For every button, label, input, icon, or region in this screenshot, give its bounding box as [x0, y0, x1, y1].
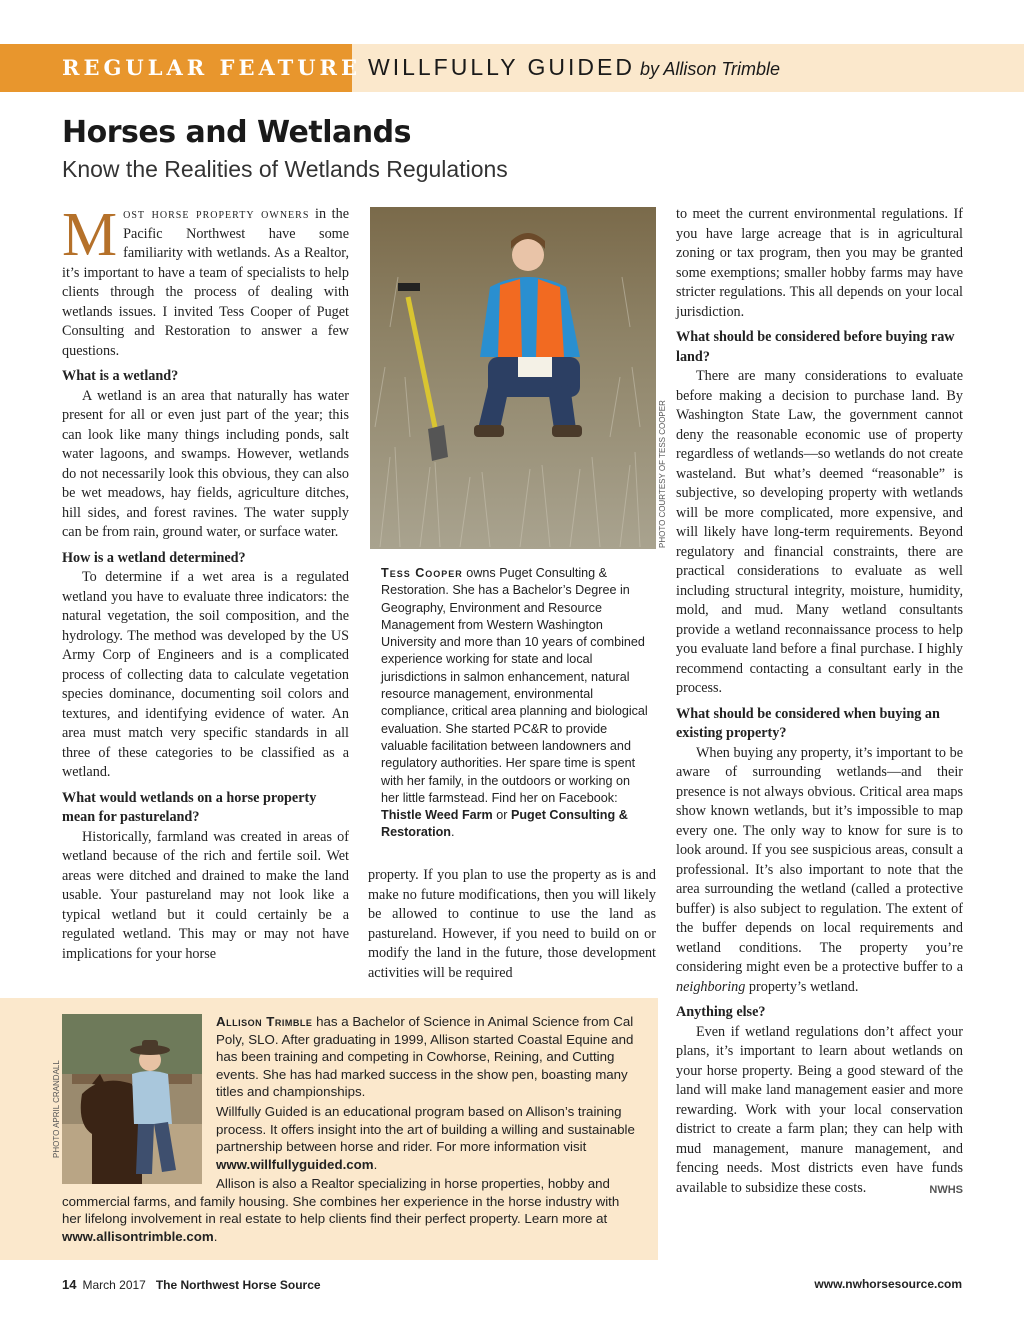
- article-title: Horses and Wetlands: [62, 115, 411, 150]
- caption-text: owns Puget Consulting & Restoration. She has a Bachelor’s Degree in Geography, Environment and Resource Management from Western Washington University and more than 10 years of combined experience working for state and local jurisdictions in salmon enhancement, natural resource management, environmental compliance, critical area planning and biological evaluation. She started PC&R to provide valuable facilitation between landowners and regulatory authorities. Her spare time is spent with her family, in the outdoors or working on her little farmstead. Find her on Facebook:: [381, 566, 648, 805]
- answer-continuation: to meet the current environmental regulations. If you have large acreage that is in agricultural zoning or tax program, then you may be granted some exemptions; smaller hobby farms may have stricter regulations. This all depends on your local jurisdiction.: [676, 206, 963, 320]
- answer-paragraph: Historically, farmland was created in areas of wetland because of the rich and fertile soil. Wet areas were ditched and drained to make the land usable. Your pastureland may not look like a typical wetland but it could certainly be a regulated wetland. This may or may not have implications for your horse: [62, 828, 349, 962]
- question-heading: How is a wetland determined?: [62, 549, 246, 566]
- column-1: [62, 201, 349, 964]
- question-heading: What would wetlands on a horse property mean for pastureland?: [62, 789, 317, 825]
- bio-paragraph: [62, 1175, 640, 1245]
- byline: by Allison Trimble: [640, 59, 781, 79]
- caption-company: Puget Consulting & Restoration: [381, 808, 628, 840]
- answer-italic: neighboring: [676, 978, 746, 995]
- answer-text: When buying any property, it’s important to be aware of surrounding wetlands—and their presence is not always obvious. Critical area maps show known wetlands, but it’s impossible to map every one. The only way to know for sure is to look around. If you see suspicious areas, consult a professional. It’s also important to note that the area surrounding the wetland (called a protective buffer) is also subject to regulation. The extent of the buffer depends on local requirements and wetland conditions. The property you’re considering might even be a protective buffer to a: [676, 744, 963, 975]
- bio-link-allisontrimble[interactable]: www.allisontrimble.com: [62, 1228, 214, 1244]
- bio-text: Willfully Guided is an educational program based on Allison’s training process. It offers insight into the art of building a willing and sustainable partnership between horse and rider. For more information visit: [216, 1104, 635, 1155]
- question-heading: What should be considered before buying raw land?: [676, 329, 955, 365]
- publication-name: The Northwest Horse Source: [155, 1278, 321, 1292]
- answer-paragraph: There are many considerations to evaluate before making a decision to purchase land. By Washington State Law, the government cannot deny the reasonable economic use of property regardless of wetlands—so wetlands do not create wasteland. But what’s deemed “reasonable” is subjective, so developing property with wetlands will be more complicated, more expensive, and will likely have long-term requirements. Beyond regulatory and financial constraints, there are practical considerations to evaluate as well including structural integrity, moisture, humidity, mold, and mud. Many wetland consultants provide a wetland reconnaissance process to help you evaluate land before a final purchase. I highly recommend contacting a consultant early in the process.: [676, 368, 963, 696]
- answer-paragraph: [676, 1023, 963, 1199]
- feature-label: REGULAR FEATURE: [62, 55, 361, 80]
- answer-text: Even if wetland regulations don’t affect your plans, it’s important to learn about wetlands on your horse property. Being a good steward of the land will make land management easier and more rewarding. Work with your local conservation district to create a farm plan; they can help with mud management, manure management, and fencing needs. Most districts even have funds available to subsidize these costs.: [676, 1023, 963, 1196]
- question-heading: Anything else?: [676, 1004, 766, 1020]
- end-mark: NWHS: [929, 1183, 963, 1196]
- column-3: [676, 205, 963, 1200]
- answer-text-end: property’s wetland.: [745, 978, 859, 995]
- bio-paragraph: [216, 1103, 640, 1173]
- photo-caption: [381, 565, 649, 842]
- footer-url[interactable]: www.nwhorsesource.com: [814, 1277, 962, 1291]
- column-name: WILLFULLY GUIDED: [368, 54, 635, 80]
- lead-text: in the Pacific Northwest have some familiarity with wetlands. As a Realtor, it’s important to have a team of specialists to help clients through the process of dealing with wetlands issues. I invited Tess Cooper of Puget Consulting and Restoration to answer a few questions.: [62, 206, 349, 359]
- question-heading: What should be considered when buying an existing property?: [676, 705, 940, 741]
- bio-paragraph: [216, 1013, 640, 1101]
- caption-or: or: [492, 808, 511, 823]
- caption-end: .: [450, 825, 455, 840]
- tess-cooper-photo: [370, 207, 656, 549]
- lead-smallcaps: ost horse property owners: [123, 206, 310, 222]
- answer-paragraph: To determine if a wet area is a regulated wetland you have to evaluate three indicators: the natural vegetation, the soil composition, and the hydrology. The method was developed by the US Army Corp of Engineers and is a complicated process of collecting data to calculate vegetation species dominance, documenting soil colors and textures, and identifying evidence of water. An area must match very specific standards in all three of these categories to be classified as a wetland.: [62, 569, 349, 780]
- lead-paragraph: [62, 201, 349, 361]
- answer-paragraph: A wetland is an area that naturally has water present for all or even just part of the year; this can look like many things including ponds, salt water lagoons, and swamps. However, wetlands do not necessarily look this obvious, they can also be wet meadows, hay fields, agriculture ditches, hill sides, and forest ravines. The water supply can be from rain, ground water, or surface water.: [62, 387, 349, 540]
- bio-text-end: .: [373, 1156, 378, 1172]
- drop-cap: M: [62, 201, 118, 269]
- photo-credit: PHOTO COURTESY OF TESS COOPER: [658, 400, 667, 548]
- article-subtitle: Know the Realities of Wetlands Regulations: [62, 156, 508, 182]
- answer-continuation: property. If you plan to use the property as is and make no future modifications, then you will likely be allowed to continue to use the land as pastureland. However, if you need to build on or modify the land in the future, those development activities will be required: [368, 867, 656, 981]
- question-heading: What is a wetland?: [62, 368, 179, 384]
- bio-link-willfullyguided[interactable]: www.willfullyguided.com: [216, 1156, 374, 1172]
- caption-name: Tess Cooper: [381, 566, 463, 580]
- footer-left: [62, 1277, 321, 1292]
- bio-text-end: .: [213, 1228, 218, 1244]
- allison-trimble-photo: [62, 1014, 202, 1184]
- page-number: 14: [62, 1277, 77, 1292]
- column-2: [368, 866, 656, 983]
- bio-text-wrap: [62, 1175, 640, 1245]
- bio-photo-credit: PHOTO APRIL CRANDALL: [52, 1060, 61, 1158]
- caption-facebook: Thistle Weed Farm: [381, 808, 493, 823]
- bio-text: has a Bachelor of Science in Animal Science from Cal Poly, SLO. After graduating in 1999, Allison started Coastal Equine and has been training and competing in Cowhorse, Reining, and Cutting events. She has had marked success in the show pen, boasting many titles and championships.: [216, 1014, 634, 1100]
- issue-date: March 2017: [82, 1278, 146, 1292]
- bio-name: Allison Trimble: [216, 1014, 313, 1029]
- bio-text: Allison is also a Realtor specializing in horse properties, hobby and commercial farms, and family housing. She combines her experience in the horse industry with her lifelong involvement in real estate to help clients find their perfect property. Learn more at: [62, 1176, 620, 1227]
- answer-paragraph: [676, 744, 963, 998]
